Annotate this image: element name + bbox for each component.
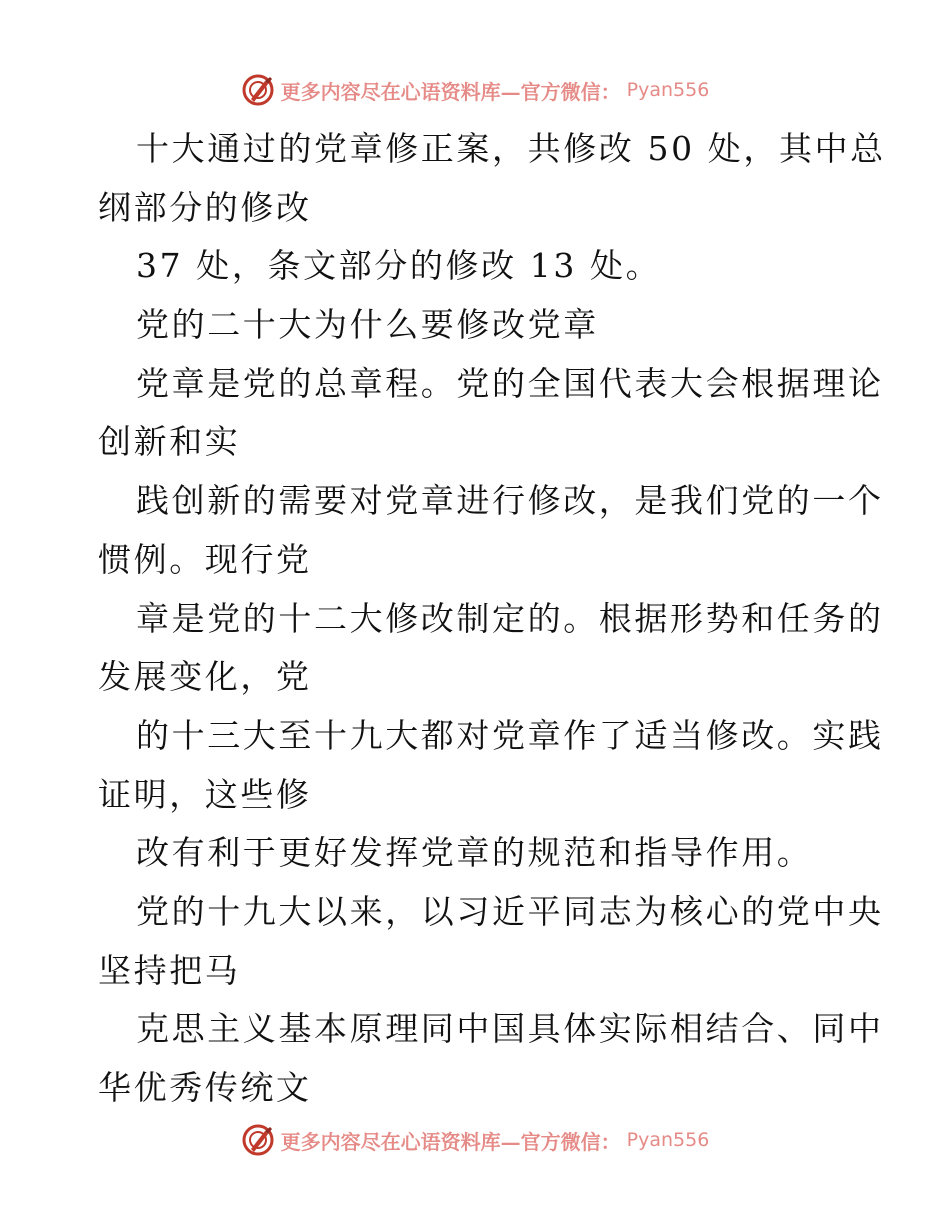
text-line: 党章是党的总章程。党的全国代表大会根据理论: [136, 363, 884, 403]
text-line: 克思主义基本原理同中国具体实际相结合、同中: [136, 1009, 884, 1049]
pen-logo-icon: [241, 1123, 275, 1157]
footer-wechat-id: Pyan556: [626, 1129, 710, 1151]
pen-logo-icon: [241, 73, 275, 107]
text-line: 创新和实: [98, 422, 241, 462]
text-line: 37 处，条文部分的修改 13 处。: [136, 246, 662, 286]
header-wechat-id: Pyan556: [626, 79, 710, 101]
text-line: 改有利于更好发挥党章的规范和指导作用。: [136, 833, 813, 873]
text-line: 践创新的需要对党章进行修改，是我们党的一个: [136, 481, 884, 521]
text-line: 纲部分的修改: [98, 187, 312, 227]
document-body: [98, 120, 886, 1118]
text-line: 坚持把马: [98, 950, 241, 990]
text-line: 发展变化，党: [98, 657, 312, 697]
section-heading: 党的二十大为什么要修改党章: [136, 305, 599, 345]
text-line: 证明，这些修: [98, 774, 312, 814]
header-banner: [0, 70, 950, 110]
text-line: 十大通过的党章修正案，共修改 50 处，其中总: [136, 129, 886, 168]
header-banner-text: 更多内容尽在心语资料库—官方微信：: [280, 79, 621, 104]
footer-banner-text: 更多内容尽在心语资料库—官方微信：: [280, 1129, 621, 1154]
footer-banner: [0, 1120, 950, 1160]
text-line: 的十三大至十九大都对党章作了适当修改。实践: [136, 715, 884, 755]
text-line: 党的十九大以来，以习近平同志为核心的党中央: [136, 891, 884, 931]
text-line: 惯例。现行党: [98, 539, 312, 579]
text-line: 章是党的十二大修改制定的。根据形势和任务的: [136, 598, 884, 638]
text-line: 华优秀传统文: [98, 1068, 312, 1107]
